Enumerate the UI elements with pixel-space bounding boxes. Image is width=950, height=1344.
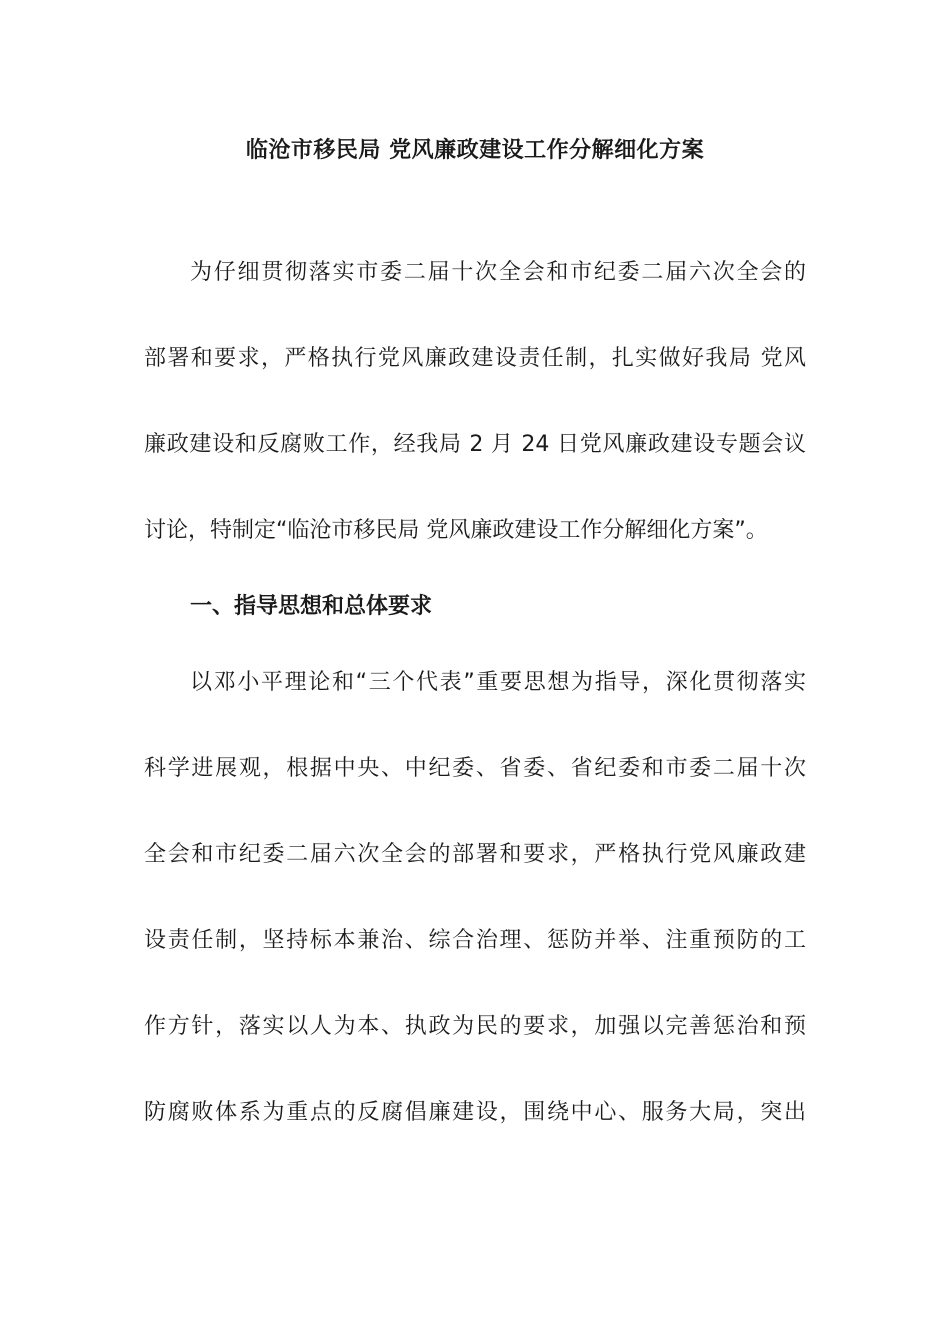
document-title: 临沧市移民局 党风廉政建设工作分解细化方案 — [245, 138, 705, 163]
intro-line-2: 部署和要求，严格执行党风廉政建设责任制，扎实做好我局 党风 — [144, 346, 806, 371]
section-1-line-5: 作方针，落实以人为本、执政为民的要求，加强以完善惩治和预 — [144, 1014, 806, 1039]
section-1-heading: 一、指导思想和总体要求 — [190, 594, 433, 619]
intro-line-1: 为仔细贯彻落实市委二届十次全会和市纪委二届六次全会的 — [190, 260, 806, 285]
intro-line-4: 讨论，特制定“临沧市移民局 党风廉政建设工作分解细化方案”。 — [144, 518, 768, 543]
section-1-line-3: 全会和市纪委二届六次全会的部署和要求，严格执行党风廉政建 — [144, 842, 806, 867]
section-1-line-1: 以邓小平理论和“三个代表”重要思想为指导，深化贯彻落实 — [190, 670, 806, 695]
intro-line-3: 廉政建设和反腐败工作，经我局 2 月 24 日党风廉政建设专题会议 — [144, 432, 806, 457]
section-1-line-6: 防腐败体系为重点的反腐倡廉建设，围绕中心、服务大局，突出 — [144, 1100, 806, 1125]
section-1-line-4: 设责任制，坚持标本兼治、综合治理、惩防并举、注重预防的工 — [144, 928, 806, 953]
section-1-line-2: 科学进展观，根据中央、中纪委、省委、省纪委和市委二届十次 — [144, 756, 806, 781]
